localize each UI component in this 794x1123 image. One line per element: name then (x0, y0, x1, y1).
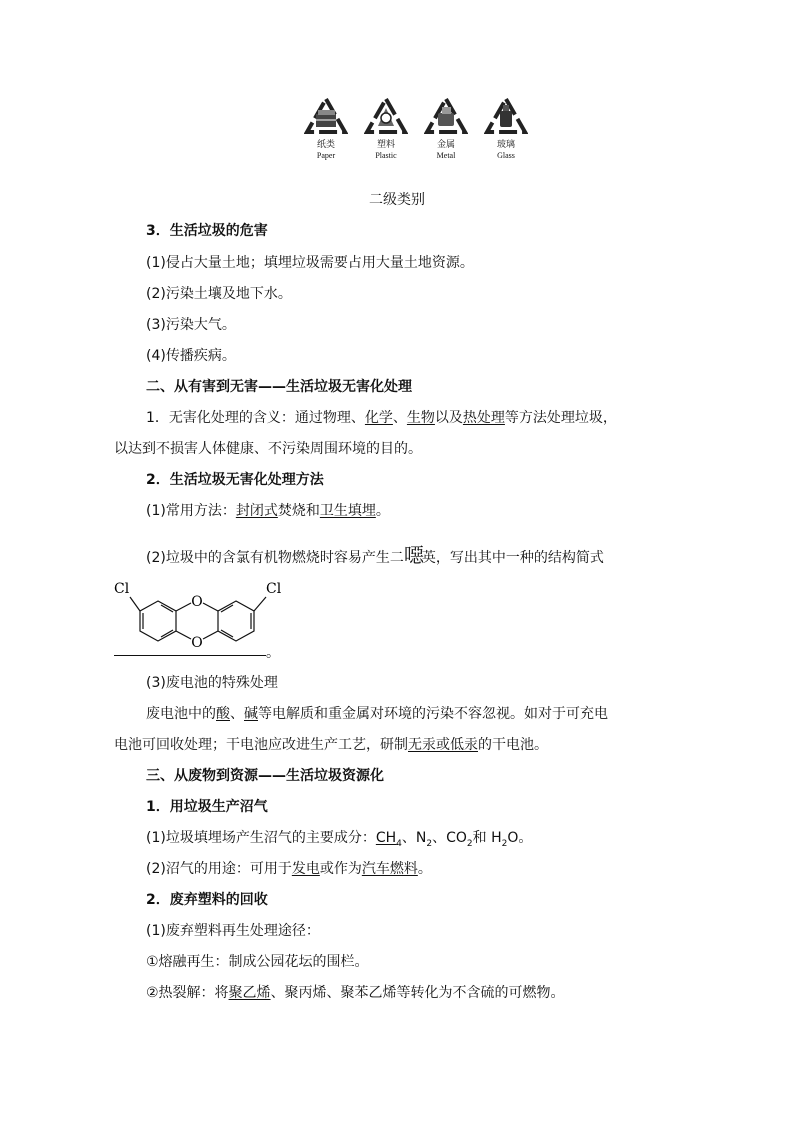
icon-label-en: Paper (316, 151, 336, 160)
text-span: 、CO (432, 830, 467, 846)
answer-blank (375, 830, 402, 849)
text-span: 。 (417, 861, 432, 877)
answer-blank: 卫生填埋 (319, 503, 376, 519)
icon-label-en: Metal (436, 151, 456, 160)
paragraph-line (146, 501, 390, 521)
paragraph-line: (1)废弃塑料再生处理途径： (146, 923, 320, 939)
text-span: 和 H (472, 830, 502, 846)
paragraph-line (146, 859, 432, 879)
plastic-recycle-icon (356, 96, 416, 161)
text-span: 。 (375, 503, 390, 519)
text-span: 、聚丙烯、聚苯乙烯等转化为不含硫的可燃物。 (270, 985, 565, 1001)
text-span: 的干电池。 (478, 737, 548, 753)
section-heading: 3．生活垃圾的危害 (146, 223, 268, 239)
text-span: 电池可回收处理；干电池应改进生产工艺，研制 (114, 737, 408, 753)
paragraph-line: ①熔融再生：制成公园花坛的围栏。 (146, 954, 369, 970)
recycle-icons-figure (296, 96, 536, 176)
text-span: ②热裂解：将 (146, 985, 229, 1001)
glass-recycle-icon (476, 96, 536, 161)
subscript: 2 (426, 838, 433, 849)
text-span: 、 (392, 410, 407, 426)
text-span: 、N (401, 830, 427, 846)
answer-blank: 聚乙烯 (228, 985, 271, 1001)
icon-label-cn: 纸类 (316, 140, 335, 150)
paragraph-line (114, 735, 548, 755)
text-span: 英，写出其中一种的结构简式 (421, 550, 604, 566)
section-heading: 1．用垃圾生产沼气 (146, 799, 268, 815)
oxygen-label: O (191, 594, 203, 610)
subscript: 2 (466, 838, 473, 849)
text-span: (2)垃圾中的含氯有机物燃烧时容易产生二 (146, 550, 404, 566)
icon-label-en: Glass (497, 151, 515, 160)
part-heading: 三、从废物到资源——生活垃圾资源化 (146, 768, 384, 784)
answer-blank: 化学 (364, 410, 393, 426)
subsection-heading: (3)废电池的特殊处理 (146, 675, 278, 691)
answer-blank: 酸 (216, 706, 230, 722)
paragraph-line (146, 983, 565, 1003)
sentence-end: 。 (266, 645, 280, 661)
answer-blank: 生物 (406, 410, 435, 426)
text-span: (1)垃圾填埋场产生沼气的主要成分： (146, 830, 376, 846)
section-heading: 2．废弃塑料的回收 (146, 892, 268, 908)
answer-blank: 封闭式 (235, 503, 278, 519)
paragraph-line: 以达到不损害人体健康、不污染周围环境的目的。 (114, 441, 422, 457)
list-item: (1)侵占大量土地；填埋垃圾需要占用大量土地资源。 (146, 255, 474, 271)
text-span: 焚烧和 (277, 503, 320, 519)
paper-recycle-icon (296, 96, 356, 161)
text-span: 以及 (434, 410, 463, 426)
icon-label-cn: 玻璃 (496, 140, 515, 150)
large-character: 噁 (403, 543, 422, 567)
icon-label-cn: 金属 (436, 140, 455, 150)
text-span: 、 (230, 706, 244, 722)
paragraph-line (146, 828, 532, 854)
answer-blank: 热处理 (462, 410, 505, 426)
answer-blank: 发电 (291, 861, 320, 877)
figure-caption: 二级类别 (369, 192, 425, 208)
list-item: (3)污染大气。 (146, 317, 236, 333)
text-span: 等方法处理垃圾， (504, 410, 617, 426)
text-span: 1．无害化处理的含义：通过物理、 (146, 410, 365, 426)
text-span: 等电解质和重金属对环境的污染不容忽视。如对于可充电 (258, 706, 608, 722)
paragraph-line (146, 545, 604, 568)
text-span: (2)沼气的用途：可用于 (146, 861, 292, 877)
part-heading: 二、从有害到无害——生活垃圾无害化处理 (146, 379, 412, 395)
section-heading: 2．生活垃圾无害化处理方法 (146, 472, 324, 488)
metal-recycle-icon (416, 96, 476, 161)
list-item: (4)传播疾病。 (146, 348, 236, 364)
chlorine-label: Cl (266, 581, 282, 597)
list-item: (2)污染土壤及地下水。 (146, 286, 292, 302)
formula-text: CH (375, 830, 397, 846)
answer-line (114, 655, 266, 656)
text-span: (1)常用方法： (146, 503, 236, 519)
answer-blank: 碱 (244, 706, 258, 722)
answer-blank: 汽车燃料 (361, 861, 418, 877)
chlorine-label: Cl (114, 581, 130, 597)
answer-blank: 无汞或低汞 (408, 737, 478, 753)
text-span: O。 (507, 830, 533, 846)
subscript: 4 (396, 838, 402, 849)
paragraph-line (146, 704, 608, 724)
icon-label-en: Plastic (375, 151, 397, 160)
icon-label-cn: 塑料 (376, 140, 395, 150)
subscript: 2 (501, 838, 508, 849)
oxygen-label: O (191, 635, 203, 651)
text-span: 废电池中的 (146, 706, 216, 722)
paragraph-line (146, 408, 617, 428)
text-span: 或作为 (319, 861, 362, 877)
